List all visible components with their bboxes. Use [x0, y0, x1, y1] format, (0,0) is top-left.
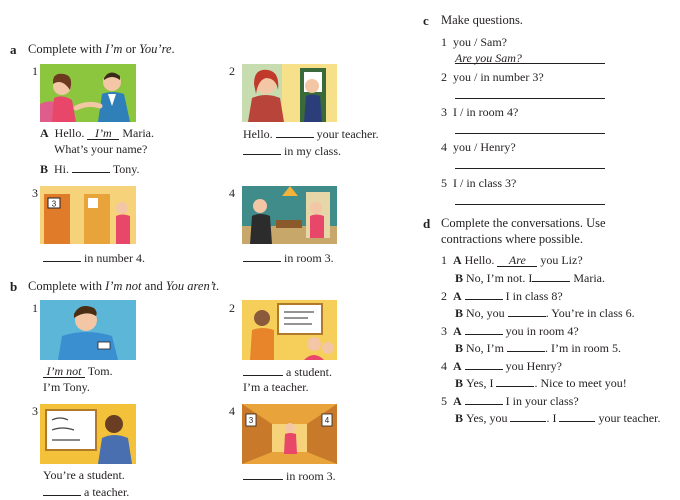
- section-c-instruction: Make questions.: [441, 13, 523, 27]
- illustration-corridor: [242, 404, 337, 464]
- answer-blank[interactable]: [72, 161, 110, 173]
- answer-blank[interactable]: [465, 288, 503, 300]
- answer-example: Are: [497, 254, 537, 267]
- answer-line[interactable]: [455, 133, 605, 134]
- conversation-2-a: 2 A I in class 8?: [441, 289, 563, 303]
- answer-line[interactable]: [455, 63, 605, 64]
- exercise-number: 2: [229, 64, 235, 78]
- door-number-3: 3: [248, 416, 254, 425]
- section-a-letter: a: [10, 42, 17, 57]
- exercise-number: 4: [229, 404, 235, 418]
- answer-blank[interactable]: [43, 484, 81, 496]
- conversation-4-b: B Yes, I . Nice to meet you!: [455, 376, 627, 390]
- answer-blank[interactable]: [559, 410, 595, 422]
- conversation-3-b: B No, I’m . I’m in room 5.: [455, 341, 622, 355]
- exercise-number: 3: [32, 186, 38, 200]
- answer-line[interactable]: [455, 204, 605, 205]
- exercise-b4-line1: in room 3.: [243, 468, 336, 484]
- exercise-a1-line2: What’s your name?: [54, 142, 148, 156]
- question-item: 2 you / in number 3?: [441, 70, 544, 84]
- exercise-b3-line2: a teacher.: [43, 484, 129, 500]
- illustration-greeting: [40, 64, 136, 122]
- answer-line[interactable]: [455, 98, 605, 99]
- answer-blank[interactable]: [508, 305, 546, 317]
- answer-example: I’m not: [43, 365, 85, 378]
- question-item: 4 you / Henry?: [441, 140, 516, 154]
- exercise-a1-line3: B Hi. Tony.: [40, 162, 140, 176]
- exercise-number: 1: [32, 64, 38, 78]
- exercise-a3-line1: in number 4.: [43, 250, 145, 266]
- example-answer: Are you Sam?: [455, 51, 522, 65]
- answer-blank[interactable]: [496, 375, 534, 387]
- section-d-instruction-1: Complete the conversations. Use: [441, 216, 606, 230]
- exercise-b2-line1: a student.: [243, 364, 332, 380]
- exercise-a1-line1: A Hello. I’m Maria.: [40, 126, 154, 140]
- answer-blank[interactable]: [43, 250, 81, 262]
- conversation-2-b: B No, you . You’re in class 6.: [455, 306, 635, 320]
- illustration-doors-number: [40, 186, 136, 244]
- exercise-number: 3: [32, 404, 38, 418]
- answer-blank[interactable]: [507, 340, 545, 352]
- exercise-a4-line1: in room 3.: [243, 250, 334, 266]
- conversation-5-b: B Yes, you . I your teacher.: [455, 411, 661, 425]
- illustration-student-board: [40, 404, 136, 464]
- answer-blank[interactable]: [532, 270, 570, 282]
- conversation-1-b: B No, I’m not. I Maria.: [455, 271, 605, 285]
- conversation-1-a: 1 A Hello. Are you Liz?: [441, 253, 583, 267]
- exercise-b1-line2: I’m Tony.: [43, 380, 90, 394]
- conversation-3-a: 3 A you in room 4?: [441, 324, 579, 338]
- section-d-letter: d: [423, 216, 431, 231]
- conversation-5-a: 5 A I in your class?: [441, 394, 579, 408]
- answer-blank[interactable]: [510, 410, 546, 422]
- exercise-number: 1: [32, 301, 38, 315]
- answer-line[interactable]: [455, 168, 605, 169]
- answer-blank[interactable]: [276, 126, 314, 138]
- exercise-b2-line2: I’m a teacher.: [243, 380, 309, 394]
- answer-blank[interactable]: [465, 323, 503, 335]
- section-b-instruction: Complete with I’m not and You aren’t.: [28, 279, 220, 293]
- door-number-3: 3: [51, 199, 57, 209]
- answer-blank[interactable]: [243, 250, 281, 262]
- answer-blank[interactable]: [465, 358, 503, 370]
- question-item: 3 I / in room 4?: [441, 105, 519, 119]
- section-c-letter: c: [423, 13, 429, 28]
- section-a-instruction: Complete with I’m or You’re.: [28, 42, 175, 56]
- illustration-teacher-door: [242, 64, 337, 122]
- exercise-number: 2: [229, 301, 235, 315]
- exercise-a2-line1: Hello. your teacher.: [243, 127, 379, 141]
- answer-blank[interactable]: [243, 468, 283, 480]
- exercise-a2-line2: in my class.: [243, 143, 341, 159]
- exercise-b3-line1: You’re a student.: [43, 468, 125, 482]
- answer-blank[interactable]: [465, 393, 503, 405]
- section-d-instruction-2: contractions where possible.: [441, 232, 583, 246]
- answer-blank[interactable]: [243, 364, 283, 376]
- door-number-4: 4: [324, 416, 330, 425]
- answer-example: I’m: [87, 127, 119, 140]
- illustration-office-room: [242, 186, 337, 244]
- exercise-number: 4: [229, 186, 235, 200]
- section-b-letter: b: [10, 279, 18, 294]
- illustration-man-name-badge: [40, 300, 136, 360]
- question-item: 1 you / Sam?: [441, 35, 507, 49]
- illustration-teacher-board: [242, 300, 337, 360]
- conversation-4-a: 4 A you Henry?: [441, 359, 562, 373]
- answer-blank[interactable]: [243, 143, 281, 155]
- exercise-b1-line1: I’m not Tom.: [43, 364, 113, 379]
- question-item: 5 I / in class 3?: [441, 176, 517, 190]
